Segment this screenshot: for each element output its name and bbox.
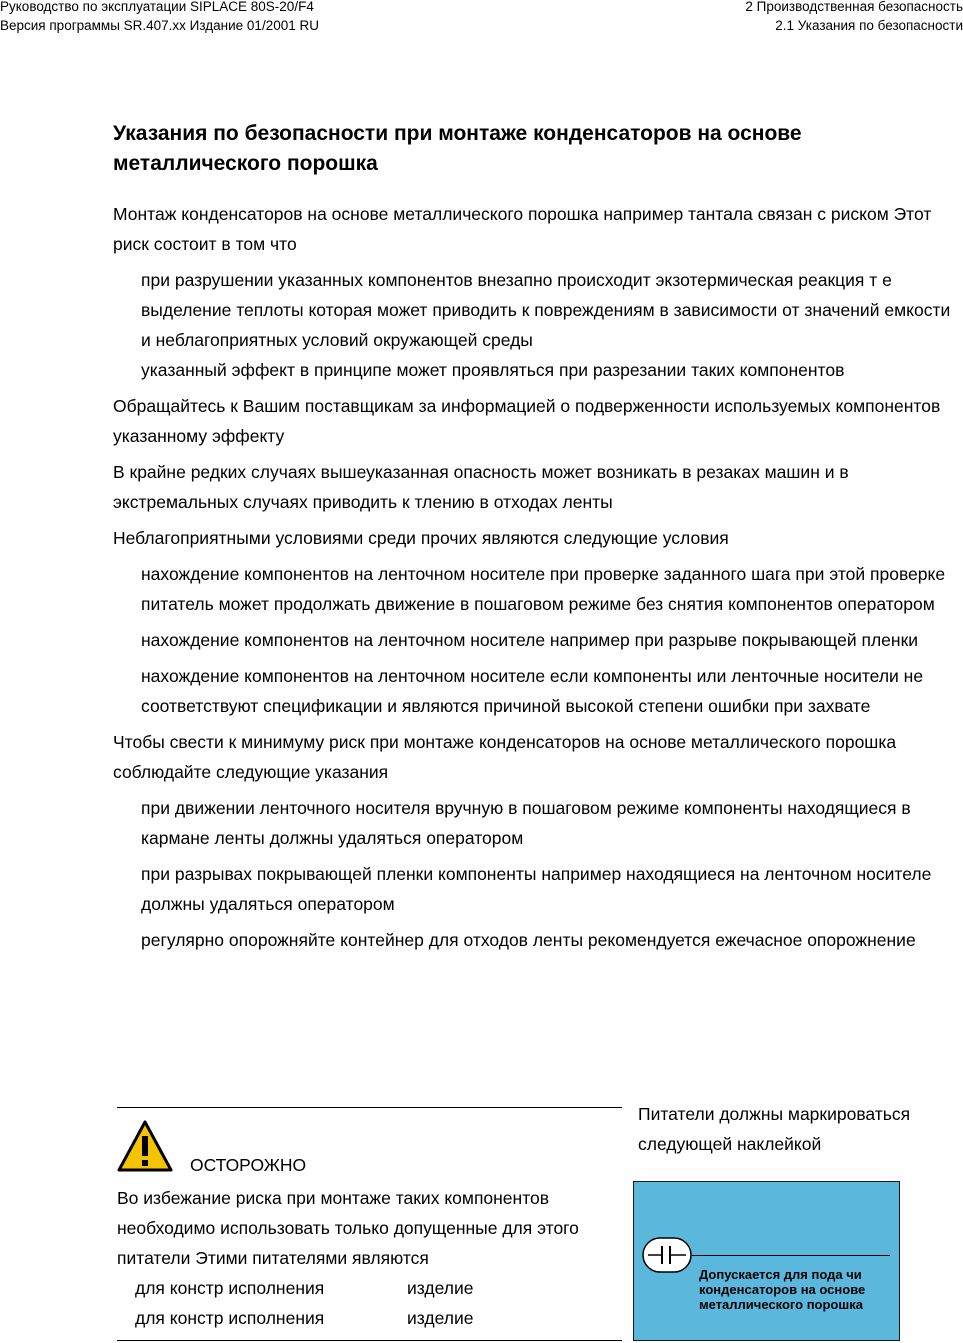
caution-label: ОСТОРОЖНО	[190, 1155, 307, 1175]
header-version: Версия программы SR.407.xx Издание 01/2001 RU	[0, 18, 319, 33]
sticker-label	[633, 1181, 900, 1341]
sticker-note: Питатели должны маркироваться следующей наклейкой	[638, 1104, 911, 1154]
instruction-item: при разрывах покрывающей пленки компоненты например находящиеся на ленточном носителе должны удаляться оператором	[141, 864, 932, 914]
suppliers-paragraph: Обращайтесь к Вашим поставщикам за информацией о подверженности используемых компонентов указанному эффекту	[113, 396, 941, 446]
caution-row-value: изделие	[407, 1308, 474, 1328]
caution-row-label: для констр исполнения	[135, 1278, 325, 1298]
warning-triangle-icon	[117, 1120, 173, 1172]
intro-paragraph: Монтаж конденсаторов на основе металлического порошка например тантала связан с риском Этот риск состоит в том что	[113, 204, 932, 254]
instruction-item: регулярно опорожняйте контейнер для отходов ленты рекомендуется ежечасное опорожнение	[141, 930, 916, 950]
header-manual-title: Руководство по эксплуатации SIPLACE 80S-20/F4	[0, 0, 314, 14]
caution-row-value: изделие	[407, 1278, 474, 1298]
sticker-text: Допускается для пода чи конденсаторов на основе металлического порошка	[699, 1267, 866, 1312]
rare-cases-text: В крайне редких случаях вышеуказанная опасность может возникать в резаках машин и в экстремальных случаях приводить к тлению в отходах ленты	[113, 462, 849, 512]
caution-block	[117, 1183, 627, 1333]
main-content	[113, 199, 963, 961]
condition-item: нахождение компонентов на ленточном носителе при проверке заданного шага при этой проверке питатель может продолжать движение в пошаговом режиме без снятия компонентов оператором	[141, 564, 946, 614]
caution-top-rule	[117, 1107, 622, 1108]
header-right	[745, 0, 963, 35]
risk-item: при разрушении указанных компонентов внезапно происходит экзотермическая реакция т е выделение теплоты которая может приводить к повреждениям в зависимости от значений емкости и неблагоприятных условий окружающей среды	[141, 270, 951, 350]
header-section: 2.1 Указания по безопасности	[775, 18, 963, 33]
caution-row	[117, 1273, 627, 1303]
header-chapter: 2 Производственная безопасность	[745, 0, 963, 14]
caution-row	[117, 1303, 627, 1333]
condition-item: нахождение компонентов на ленточном носителе если компоненты или ленточные носители не соответствуют спецификации и являются причиной высокой степени ошибки при захвате	[141, 666, 924, 716]
header-left	[0, 0, 319, 35]
sticker-divider	[692, 1255, 890, 1256]
condition-item: нахождение компонентов на ленточном носителе например при разрыве покрывающей пленки	[141, 630, 919, 650]
risk-item: указанный эффект в принципе может проявляться при разрезании таких компонентов	[141, 360, 845, 380]
minimize-paragraph: Чтобы свести к минимуму риск при монтаже конденсаторов на основе металлического порошка соблюдайте следующие указания	[113, 732, 897, 782]
caution-text: Во избежание риска при монтаже таких компонентов необходимо использовать только допущенные для этого питатели Этими питателями являются	[117, 1188, 579, 1268]
caution-bottom-rule	[117, 1340, 622, 1341]
caution-row-label: для констр исполнения	[135, 1308, 325, 1328]
capacitor-icon	[642, 1237, 692, 1273]
page-title: Указания по безопасности при монтаже конденсаторов на основе металлического порошка	[113, 122, 802, 175]
conditions-paragraph: Неблагоприятными условиями среди прочих являются следующие условия	[113, 528, 729, 548]
instruction-item: при движении ленточного носителя вручную в пошаговом режиме компоненты находящиеся в кармане ленты должны удаляться оператором	[141, 798, 911, 848]
rare-cases-paragraph	[113, 457, 963, 517]
